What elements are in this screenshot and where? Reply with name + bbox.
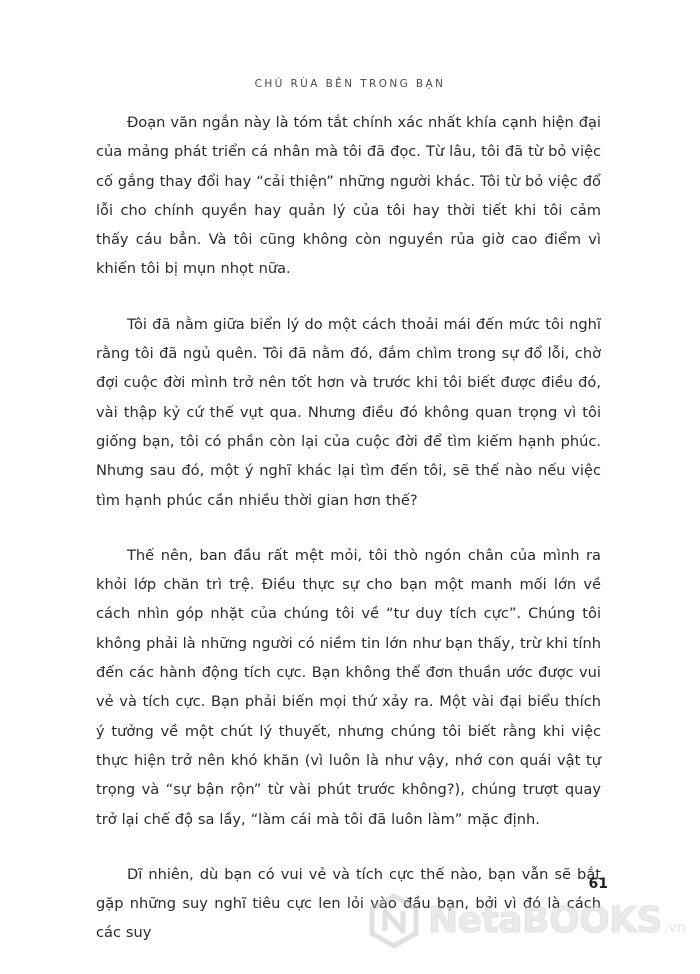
running-header: CHÚ RÙA BÊN TRONG BẠN [254, 78, 446, 90]
hexagon-n-logo-icon [366, 893, 422, 949]
watermark-brand: NetaBOOKS [428, 900, 663, 941]
paragraph-3: Thế nên, ban đầu rất mệt mỏi, tôi thò ngón chân của mình ra khỏi lớp chăn trì trệ. Điều thực sự cho bạn một manh mối lớn về cách nhìn góp nhặt của chúng tôi về “tư duy tích cực”. Chúng tôi không phải là những người có niềm tin lớn như bạn thấy, trừ khi tính đến các hành động tích cực. Bạn không thể đơn thuần ước được vui vẻ và tích cực. Bạn phải biến mọi thứ xảy ra. Một vài đại biểu thích ý tưởng về một chút lý thuyết, nhưng chúng tôi biết rằng khi việc thực hiện trở nên khó khăn (vì luôn là như vậy, nhớ con quái vật tự trọng và “sự bận rộn” từ vài phút trước không?), chúng trượt quay trở lại chế độ sa lầy, “làm cái mà tôi đã luôn làm” mặc định. [96, 546, 601, 828]
watermark-suffix: .vn [664, 920, 686, 936]
watermark [366, 888, 686, 954]
paragraph-2: Tôi đã nằm giữa biển lý do một cách thoải mái đến mức tôi nghĩ rằng tôi đã ngủ quên. Tôi đã nằm đó, đắm chìm trong sự đổ lỗi, chờ đợi cuộc đời mình trở nên tốt hơn và trước khi tôi biết được điều đó, vài thập kỷ cứ thế vụt qua. Nhưng điều đó không quan trọng vì tôi giống bạn, tôi có phần còn lại của cuộc đời để tìm kiếm hạnh phúc. Nhưng sau đó, một ý nghĩ khác lại tìm đến tôi, sẽ thế nào nếu việc tìm hạnh phúc cần nhiều thời gian hơn thế? [96, 315, 601, 509]
paragraph-1: Đoạn văn ngắn này là tóm tắt chính xác nhất khía cạnh hiện đại của mảng phát triển cá nhân mà tôi đã đọc. Từ lâu, tôi đã từ bỏ việc cố gắng thay đổi hay “cải thiện” những người khác. Tôi từ bỏ việc đổ lỗi cho chính quyền hay quản lý của tôi hay thời tiết khi tôi cảm thấy cáu bẳn. Và tôi cũng không còn nguyền rủa giờ cao điểm vì khiến tôi bị mụn nhọt nữa. [96, 114, 601, 278]
paragraph-4: Dĩ nhiên, dù bạn có vui vẻ và tích cực thế nào, bạn vẫn sẽ bắt gặp những suy nghĩ tiêu cực len lỏi vào đầu bạn, bởi vì đó là cách các suy [96, 865, 601, 942]
page-number: 61 [588, 876, 608, 892]
body-text [96, 108, 601, 974]
